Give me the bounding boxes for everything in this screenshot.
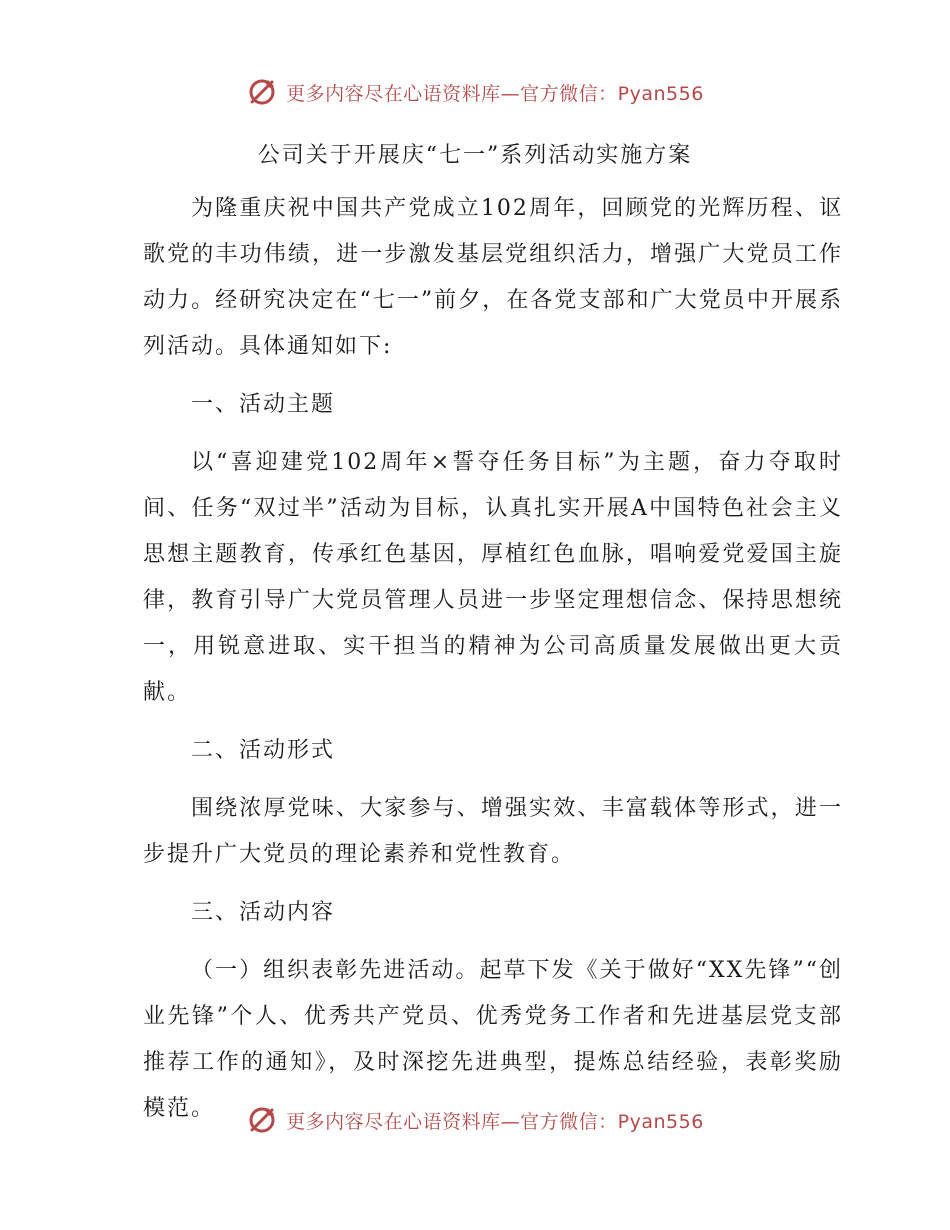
section-paragraph-content: （一）组织表彰先进活动。起草下发《关于做好“XX先锋”“创业先锋”个人、优秀共产党员、优秀党务工作者和先进基层党支部推荐工作的通知》，及时深挖先进典型，提炼总结经验，表彰奖励模范。 [143,958,843,1121]
section-heading-form: 二、活动形式 [191,738,336,763]
section-paragraph-form: 围绕浓厚党味、大家参与、增强实效、丰富载体等形式，进一步提升广大党员的理论素养和党性教育。 [143,796,843,867]
section-heading-theme: 一、活动主题 [191,392,336,417]
document-title: 公司关于开展庆“七一”系列活动实施方案 [257,143,693,168]
brush-logo-icon [246,76,278,108]
document-body [143,186,843,1132]
footer-watermark-banner [0,1100,950,1140]
watermark-text: 更多内容尽在心语资料库—官方微信：Pyan556 [286,1110,704,1133]
section-paragraph-theme: 以“喜迎建党102周年×誓夺任务目标”为主题，奋力夺取时间、任务“双过半”活动为目标，认真扎实开展A中国特色社会主义思想主题教育，传承红色基因，厚植红色血脉，唱响爱党爱国主旋律，教育引导广大党员管理人员进一步坚定理想信念、保持思想统一，用锐意进取、实干担当的精神为公司高质量发展做出更大贡献。 [143,450,843,705]
watermark-text: 更多内容尽在心语资料库—官方微信：Pyan556 [286,82,704,105]
section-heading-content: 三、活动内容 [191,900,336,925]
header-watermark-banner [0,72,950,112]
brush-logo-icon [246,1104,278,1136]
intro-paragraph: 为隆重庆祝中国共产党成立102周年，回顾党的光辉历程、讴歌党的丰功伟绩，进一步激发基层党组织活力，增强广大党员工作动力。经研究决定在“七一”前夕，在各党支部和广大党员中开展系列活动。具体通知如下: [143,196,843,359]
